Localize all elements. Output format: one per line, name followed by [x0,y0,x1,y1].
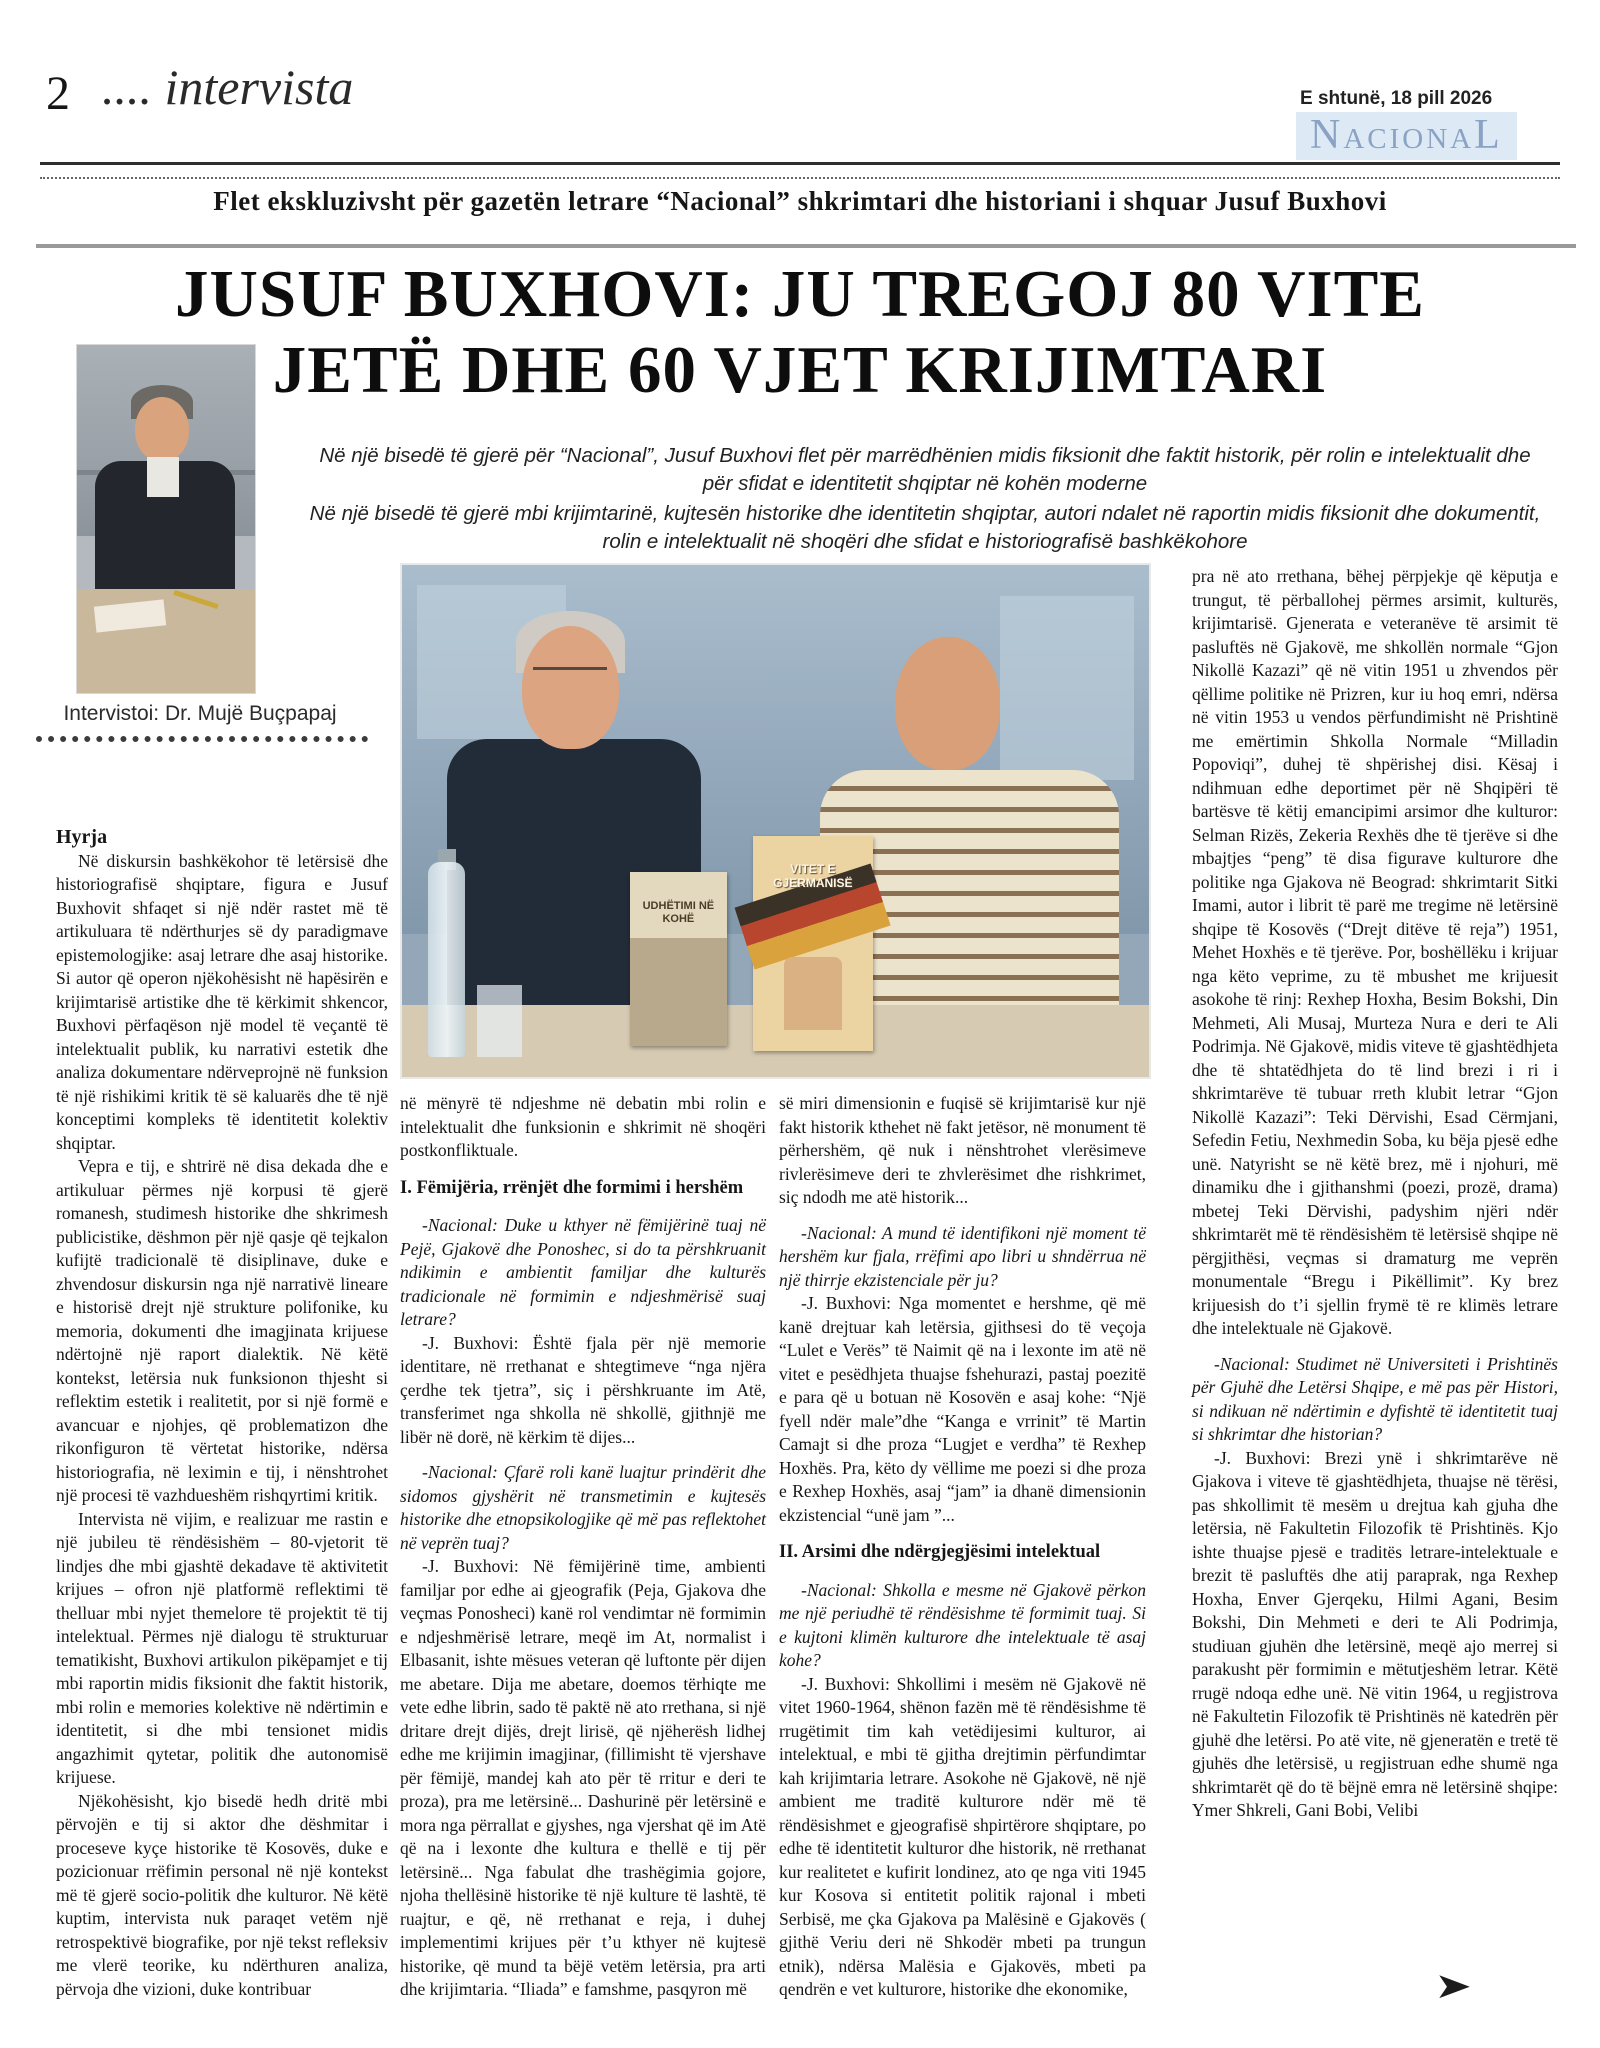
answer-buxhovi: -J. Buxhovi: Shkollimi i mesëm në Gjakovë në vitet 1960-1964, shënon fazën më të rëndësishme të rrugëtimit tim kah vetëdijesimi kulturor, ai intelektual, e mbi të gjitha drejtimin përfundimtar kah krijimtaria letrare. Asokohe në Gjakovë, në një ambient me traditë kulturore ndër më të rëndësishmet e gjeografisë shpirtërore shqiptare, po edhe të identitetit kulturor dhe historik, në rrethanat kur realitetet e kufirit londinez, ato qe nga viti 1945 kur Kosova si entitetit politik rajonal i mbeti Serbisë, me çka Gjakova pa Malësinë e Gjakovës ( gjithë Veriu deri në Shkodër mbeti pa trungun etnik), ndërsa Malësia e Gjakovës, mbeti pa qendrën e vet kulturore, historike dhe ekonomike, [779,1673,1146,1999]
question-nacional: -Nacional: Çfarë roli kanë luajtur prindërit dhe sidomos gjyshërit në transmetimin e kujtesës historike dhe etnopsikologjike që më pas reflektohet në veprën tuaj? [400,1462,766,1553]
question-nacional: -Nacional: Duke u kthyer në fëmijërinë tuaj në Pejë, Gjakovë dhe Ponoshec, si do ta përshkruanit ndikimin e ambientit familjar dhe kulturës tradicionale në formimin e ndjeshmërisë suaj letrare? [400,1215,766,1329]
photo-man-right-face [895,637,1000,770]
article-column-2 [400,1092,766,2002]
answer-buxhovi: -J. Buxhovi: Nga momentet e hershme, që më kanë drejtuar kah letërsia, gjithsesi do të veçoja “Lulet e Verës” të Naimit që na i lexonte im atë në vitet e pesëdhjeta thuajse fshehurazi, pastaj poezitë e para që u botuan në Kosovën e asaj kohe: “Një fyell ndër male”dhe “Kanga e vrrinit” të Martin Camajt si dhe proza “Lugjet e verdha” të Rexhep Hoxhës. Pra, këto dy vëllime me poezi si dhe proza e Rexhep Hoxhës, asaj “jam” ia dhanë dimensionin ekzistencial “unë jam ”... [779,1293,1146,1525]
col3-paragraph-1: së miri dimensionin e fuqisë së krijimtarisë kur një fakt historik kthehet në fakt jetësor, në monument të përhershëm, që nuk i nënshtrohet vlerësimeve rivlerësimeve deri te zhvlerësimet dhe rishkrimet, siç ndodh me atë historik... [779,1093,1146,1207]
intro-paragraph-1: Në diskursin bashkëkohor të letërsisë dhe historiografisë shqiptare, figura e Jusuf Buxhovit shfaqet si një ndër rastet më të artikuluara të ndërthurjes së dy paradigmave epistemologjike: asaj letrare dhe asaj historike. Si autor që operon njëkohësisht në hapësirën e krijimtarisë artistike dhe të kërkimit shkencor, Buxhovi përfaqëson një model të veçantë të intelektualit publik, ku narrativi estetik dhe analiza dokumentare ndërveprojnë në funksion të një rishikimi kritik të së kaluarës dhe të një konceptimi kompleks të identitetit kolektiv shqiptar. [56,850,388,1153]
water-bottle [428,862,465,1057]
kicker-line: Flet ekskluzivsht për gazetën letrare “Nacional” shkrimtari dhe historiani i shquar Jusuf Buxhovi [213,186,1387,216]
answer-buxhovi: -J. Buxhovi: Në fëmijërinë time, ambienti familjar por edhe ai gjeografik (Peja, Gjakova dhe veçmas Ponosheci) kanë rol vendimtar në formimin e ndjeshmërisë letrare, meqë im At, normalist i Elbasanit, ishte mësues veteran që luftonte për dijen me abetare. Dija me abetare, doemos tërhiqte me vete edhe librin, sado të paktë në ato rrethana, si një dritare drejt dijës, drejt lirisë, që njëherësh lidhej edhe me krijimin imagjinar, (fillimisht të vjershave për fëmijë, mandej kah ato për të rritur e deri te proza), pra me letërsinë... Dashurinë për letërsinë e mora nga përrallat e gjyshes, nga vjershat që im Atë që na i lexonte dhe kultura e thellë e tij për letërsinë... Nga fabulat dhe trashëgimia gojore, njoha thellësinë historike të një kulture të lashtë, të ruajtur, e që, në rrethanat e reja, i duhej implementimi krijues për t’u kthyer në kujtesë historike, që mund ta bëjë vetëm letërsia, pra arti dhe krijimtaria. “Iliada” e famshme, pasqyron më [400,1556,766,1999]
byline-dotted-rule [36,736,368,742]
lead-paragraphs [305,442,1545,558]
drinking-glass [477,985,522,1057]
byline: Intervistoi: Dr. Mujë Buçpapaj [63,702,337,725]
headline-line1: JUSUF BUXHOVI: JU TREGOJ 80 VITE [175,257,1425,331]
headline [60,256,1540,408]
headline-line2: JETË DHE 60 VJET KRIJIMTARI [272,333,1328,407]
portrait-face [135,397,189,461]
book-title-left: UDHËTIMI NË KOHË [642,900,715,926]
question-nacional: -Nacional: Shkolla e mesme në Gjakovë përkon me një periudhë të rëndësishme të formimit tuaj. Si e kujtoni klimën kulturore dhe intelektuale të asaj kohe? [779,1579,1146,1670]
answer-buxhovi: -J. Buxhovi: Është fjala për një memorie identitare, në rrethanat e shtegtimeve “nga njëra çerdhe tek tjetra”, siç i përshkruante im Atë, transferimet nga shkolla në shkollë, gjithnjë me libër në dorë, në kërkim të dijes... [400,1332,766,1447]
portrait-shirt [147,457,179,497]
section-heading-2: II. Arsimi dhe ndërgjegjësimi intelektual [779,1542,1101,1562]
glasses-icon [533,667,608,677]
intro-paragraph-4: Njëkohësisht, kjo bisedë hedh dritë mbi përvojën e tij si aktor dhe dëshmitar i proceseve kyçe historike të Kosovës, duke e pozicionuar rrëfimin personal në një kontekst më të gjerë socio-politik dhe kulturor. Në këtë kuptim, intervista nuk paraqet vetëm një retrospektivë biografike, por një tekst refleksiv me vlerë teorike, ku ndërthuren analiza, përvoja dhe vizioni, duke kontribuar [56,1790,388,1999]
spacer [1192,1341,1558,1353]
book-title-right: VITET E GJERMANISË [773,862,853,891]
question-nacional: -Nacional: A mund të identifikoni një moment të hershëm kur fjala, rrëfimi apo libri u shndërrua në një thirrje ekzistenciale për ju? [779,1222,1146,1290]
kicker-rule [36,244,1576,248]
intro-column [56,826,388,2001]
spacer [779,1210,1146,1222]
header-rule [40,162,1560,165]
photo-man-left-face [522,626,619,749]
intro-paragraph-2: Vepra e tij, e shtrirë në disa dekada dhe e artikuluar përmes një korpusi të gjerë romanesh, studimesh historike dhe shkrimesh publicistike, dëshmon për një qasje që tejkalon kufijtë tradicionalë të disiplinave, duke e zhvendosur diskursin nga një narrativë lineare e historisë drejt një strukture polifonike, ku memoria, dokumenti dhe imagjinata krijuese ndërtojnë një raport dialektik. Në këtë kontekst, letërsia nuk funksionon thjesht si reflektim estetik i realitetit, por si një formë e avancuar e njohjes, që problematizon dhe rikonfiguron të vërtetat historike, ndërsa historiografia, në leximin e tij, i nënshtrohet një procesi të vazhdueshëm rishqyrtimi kritik. [56,1156,388,1505]
question-nacional: -Nacional: Studimet në Universiteti i Prishtinës për Gjuhë dhe Letërsi Shqipe, e më pas për Histori, si ndikuan në ndërtimin e dyfishtë të identitetit tuaj si shkrimtar dhe historian? [1192,1353,1558,1444]
page-number: 2 [46,67,70,120]
spacer [400,1449,766,1461]
col2-paragraph-1: në mënyrë të ndjeshme në debatin mbi rolin e intelektualit dhe funksionin e shkrimit në shoqëri postkonfliktuale. [400,1093,766,1160]
header-dotted-rule [40,177,1560,179]
lead-paragraph-2: Në një bisedë të gjerë mbi krijimtarinë, kujtesën historike dhe identitetin shqiptar, autori ndalet në raportin midis fiksionit dhe dokumentit, rolin e intelektualit në shoqëri dhe sfidat e historiografisë bashkëkohore [309,502,1541,553]
section-title: .... intervista [102,59,354,115]
issue-date: E shtunë, 18 pill 2026 [1300,88,1493,109]
col4-paragraph-1: pra në ato rrethana, bëhej përpjekje që këputja e trungut, të përballohej përmes arsimit, kulturës, krijimtarisë. Gjenerata e veteranëve të arsimit të pasluftës në Gjakovë, me shkollën normale “Gjon Nikollë Kazazi” që në vitin 1951 u zhvendos për qëllime politike në Prizren, kur iu hoq emri, ndërsa në vitin 1953 u vendos përfundimisht në Prishtinë me emërtimin Shkolla Normale “Milladin Popoviqi”, duhej të shpërishej disi. Kësaj i ndihmuan edhe deportimet për në Shqipëri të bartësve të këtij emancipimi arsimor dhe kulturor: Selman Rizës, Zekeria Rexhës dhe të tjerëve si dhe mbajtjes “peng” të disa figurave kulturore dhe politike nga Gjakova në Beograd: shkrimtarit Sitki Imami, autor i librit të parë me tregime në letërsinë shqipe të Kosovës (“Drejt ditëve të reja”) 1951, Mehet Hoxhës e të tjerëve. Por, boshëllëku i krijuar nga këto veprime, zu të mbushet me krijuesit asokohe të rinj: Rexhep Hoxha, Besim Bokshi, Din Mehmeti, Ali Musaj, Murteza Nura e deri te Ali Podrimja. Në Gjakovë, midis viteve të gjashtëdhjeta dhe të shtatëdhjeta do të lind brezi i ri i shkrimtarëve të tubuar rreth klubit letrar “Gjon Nikollë Kazazi”: Teki Dërvishi, Esad Cërmjani, Sefedin Fetiu, Nexhmedin Soba, ku bëja pjesë edhe unë. Natyrisht se në këtë brez, më i njohuri, më dinamiku dhe i gjithanshmi (poezi, prozë, drama) mbetej Teki Dërvishi, padyshim njëri ndër shkrimtarët më të rëndësishëm të letërsisë shqipe në përgjithësi, veçmas si dramaturg me veprën monumentale “Bregu i Pikëllimit”. Ky brez krijuesish do t’i sjellin frymë të re klimës letrare dhe intelektuale në Gjakovë. [1192,566,1558,1338]
article-column-3 [779,1092,1146,2002]
section-heading-1: I. Fëmijëria, rrënjët dhe formimi i hershëm [400,1177,744,1198]
intro-paragraph-3: Intervista në vijim, e realizuar me rastin e një jubileu të rëndësishëm – 80-vjetorit të lindjes dhe mbi gjashtë dekadave të aktivitetit krijues – ofron një platformë reflektimi të thelluar mbi nyjet themelore të projektit të tij intelektual. Përmes një dialogu të strukturuar tematikisht, Buxhovi artikulon pikëpamjet e tij mbi raportin midis fiksionit dhe faktit historik, mbi rolin e memories kolektive në ndërtimin e identitetit, si dhe mbi tensionet midis angazhimit qytetar, politik dhe autonomisë krijuese. [56,1508,388,1787]
window-pane-icon [1000,596,1134,780]
portrait-photo [76,344,256,694]
next-page-arrow-icon[interactable]: ➤ [1434,1966,1472,2007]
book-cover-vitet [753,836,873,1051]
article-column-4 [1192,565,1558,1823]
lead-paragraph-1: Në një bisedë të gjerë për “Nacional”, Jusuf Buxhovi flet për marrëdhënien midis fiksionit dhe faktit historik, për rolin e intelektualit dhe për sfidat e identitetit shqiptar në kohën moderne [319,444,1531,495]
nacional-logo: NacionaL [1296,112,1517,160]
answer-buxhovi: -J. Buxhovi: Brezi ynë i shkrimtarëve në Gjakova i viteve të gjashtëdhjeta, thuajse në tërësi, pas shkollimit të mesëm u drejtua kah gjuha dhe letërsia, në Fakultetin Filozofik të Prishtinës. Kjo ishte thuajse pjesë e traditës letrare-intelektuale e brezit të pasluftës dhe atij paraprak, nga Rexhep Hoxha, Enver Gjerqeku, Hilmi Agani, Besim Bokshi, Din Mehmeti e deri te Ali Podrimja, studiuan gjuhën dhe letërsinë, meqë ajo merrej si parakusht për formimin e mëtutjeshëm letrar. Këtë rrugë ndoqa edhe unë. Në vitin 1964, u regjistrova në Fakultetin Filozofik të Prishtinës në katedrën për gjuhë dhe letërsi. Po atë vite, në gjeneratën e tretë të gjuhës dhe letërsisë, u regjistruan edhe shumë nga shkrimtarët që do të bëjnë emra në letërsinë shqipe: Ymer Shkreli, Gani Bobi, Velibi [1192,1447,1558,1820]
book-cover-udhetimi [630,872,727,1046]
interview-photo [400,563,1151,1079]
book-cover-figure [784,957,841,1030]
intro-heading: Hyrja [56,826,108,848]
